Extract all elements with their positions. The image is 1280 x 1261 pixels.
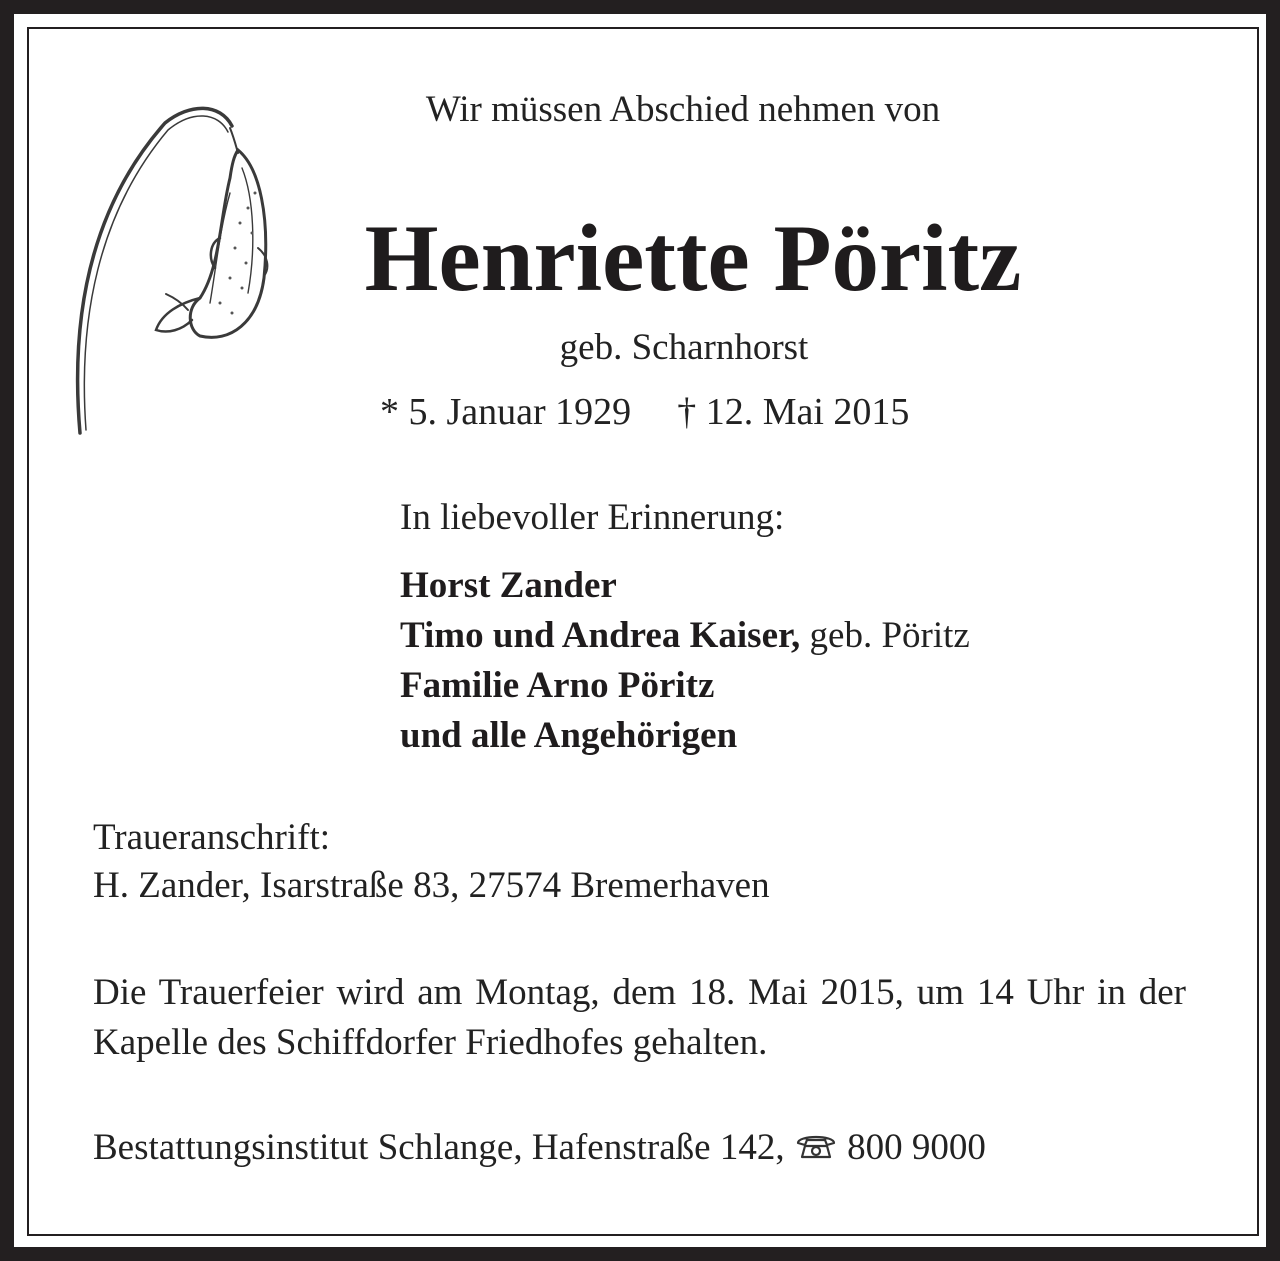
mourner-name: und alle Angehörigen — [400, 715, 738, 756]
mourner-item — [400, 561, 970, 611]
mourner-item — [400, 661, 970, 711]
mourner-item — [400, 611, 970, 661]
mourner-suffix: geb. Pöritz — [800, 615, 970, 656]
maiden-name: geb. Scharnhorst — [559, 327, 809, 368]
funeral-service-info: Die Trauerfeier wird am Montag, dem 18. Mai 2015, um 14 Uhr in der Kapelle des Schiffdorfer Friedhofes gehalten. — [93, 972, 1186, 1063]
deceased-name: Henriette Pöritz — [364, 205, 1022, 311]
memory-line: In liebevoller Erinnerung: — [400, 497, 785, 538]
mourners-list — [400, 561, 970, 761]
mourner-name: Horst Zander — [400, 565, 617, 606]
undertaker-phone: 800 9000 — [847, 1127, 986, 1168]
mourner-item — [400, 711, 970, 761]
intro-line: Wir müssen Abschied nehmen von — [425, 89, 941, 130]
death-date: † 12. Mai 2015 — [677, 391, 910, 433]
birth-date: * 5. Januar 1929 — [380, 391, 632, 433]
address-label: Traueranschrift: — [93, 817, 331, 858]
undertaker-line — [93, 1126, 986, 1170]
life-dates — [380, 390, 909, 434]
mourner-name: Familie Arno Pöritz — [400, 665, 715, 706]
mourner-name: Timo und Andrea Kaiser, — [400, 615, 801, 656]
mourning-address: H. Zander, Isarstraße 83, 27574 Bremerhaven — [93, 865, 770, 906]
telephone-icon — [794, 1131, 838, 1161]
undertaker-name: Bestattungsinstitut Schlange, Hafenstraße 142, — [93, 1127, 785, 1168]
